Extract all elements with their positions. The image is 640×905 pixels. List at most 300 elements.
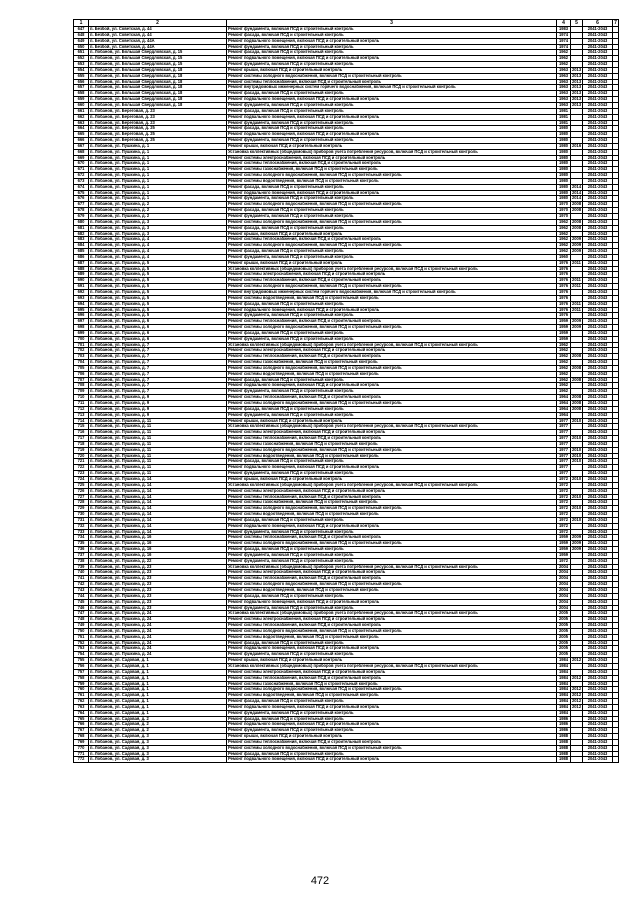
cell-per: 2041-2043 [583,56,613,62]
cell-addr: п. Лобанов, ул. Пушкина, д. 1 [89,143,227,149]
cell-n: 746 [74,605,89,611]
cell-per: 2041-2043 [583,745,613,751]
cell-work: Ремонт подвального помещения, включая ПСД и строительный контроль [227,190,557,196]
cell-work: Ремонт системы теплоснабжения, включая ПСД и строительный контроль [227,576,557,582]
cell-y: 1980 [557,143,571,149]
cell-per: 2041-2043 [583,155,613,161]
cell-work: Ремонт системы электроснабжения, включая ПСД и строительный контроль [227,272,557,278]
cell-per: 2041-2043 [583,453,613,459]
cell-addr: п. Лобанов, ул. Большая Свердловская, д. 18 [89,73,227,79]
cell-work: Ремонт подвального помещения, включая ПСД и строительный контроль [227,383,557,389]
cell-per: 2041-2043 [583,681,613,687]
cell-work: Ремонт крыши, включая ПСД и строительный контроль [227,260,557,266]
cell-per: 2041-2043 [583,588,613,594]
cell-work: Ремонт фундамента, включая ПСД и строительный контроль [227,214,557,220]
cell-y2: 2008 [572,207,582,213]
cell-y2: 2009 [572,546,582,552]
cell-y: 1977 [557,441,571,447]
cell-per: 2041-2043 [583,354,613,360]
cell-n: 672 [74,173,89,179]
cell-work: Ремонт системы электроснабжения, включая ПСД и строительный контроль [227,570,557,576]
cell-per: 2041-2043 [583,734,613,740]
cell-work: Ремонт системы электроснабжения, включая ПСД и строительный контроль [227,430,557,436]
cell-y: 1959 [557,552,571,558]
cell-addr: п. Лобанов, ул. Пушкина, д. 24 [89,652,227,658]
cell-addr: п. Лобанов, ул. Пушкина, д. 9 [89,395,227,401]
cell-n: 747 [74,611,89,617]
cell-n: 771 [74,751,89,757]
cell-work: Ремонт системы водоотведения, включая ПСД и строительный контроль [227,512,557,518]
cell-n: 653 [74,62,89,68]
cell-per: 2041-2043 [583,325,613,331]
cell-n: 668 [74,149,89,155]
cell-work: Ремонт фасада, включая ПСД и строительный контроль [227,640,557,646]
cell-y: 1980 [557,155,571,161]
cell-per: 2041-2043 [583,424,613,430]
cell-y: 1986 [557,728,571,734]
cell-per: 2041-2043 [583,377,613,383]
cell-n: 724 [74,476,89,482]
cell-y: 1959 [557,336,571,342]
cell-n: 766 [74,722,89,728]
cell-addr: п. Лобанов, ул. Садовая, д. 1 [89,658,227,664]
cell-y: 1960 [557,254,571,260]
cell-per: 2041-2043 [583,710,613,716]
cell-addr: п. Лобанов, ул. Пушкина, д. 4 [89,249,227,255]
cell-per: 2041-2043 [583,628,613,634]
cell-y: 2005 [557,611,571,617]
cell-y: 1963 [557,85,571,91]
cell-n: 702 [74,348,89,354]
cell-y: 2005 [557,623,571,629]
cell-y: 1962 [557,360,571,366]
cell-addr: п. Лобанов, ул. Пушкина, д. 24 [89,628,227,634]
cell-n: 686 [74,254,89,260]
cell-n: 757 [74,669,89,675]
cell-y: 1962 [557,342,571,348]
cell-work: Установка коллективных (общедомовых) приборов учета потребления ресурсов, включая ПСД и строительный контроль [227,149,557,155]
cell-work: Ремонт фундамента, включая ПСД и строительный контроль [227,196,557,202]
cell-work: Ремонт крыши, включая ПСД и строительный контроль [227,658,557,664]
cell-per: 2041-2043 [583,371,613,377]
cell-per: 2041-2043 [583,254,613,260]
cell-per: 2041-2043 [583,173,613,179]
cell-n: 670 [74,161,89,167]
cell-y: 1959 [557,535,571,541]
cell-work: Ремонт фундамента, включая ПСД и строительный контроль [227,652,557,658]
cell-y: 1962 [557,365,571,371]
cell-work: Ремонт системы газоснабжения, включая ПСД и строительный контроль [227,500,557,506]
cell-y: 1972 [557,523,571,529]
cell-work: Ремонт системы холодного водоснабжения, включая ПСД и строительный контроль [227,243,557,249]
cell-n: 733 [74,529,89,535]
cell-addr: п. Лобанов, ул. Пушкина, д. 22 [89,558,227,564]
cell-addr: п. Лобанов, ул. Садовая, д. 1 [89,663,227,669]
cell-n: 677 [74,202,89,208]
cell-per: 2041-2043 [583,62,613,68]
cell-y: 1988 [557,739,571,745]
cell-work: Ремонт крыши, включая ПСД и строительный контроль [227,143,557,149]
cell-addr: п. Лобанов, ул. Пушкина, д. 6 [89,325,227,331]
cell-n: 764 [74,710,89,716]
cell-per: 2041-2043 [583,313,613,319]
cell-n: 721 [74,459,89,465]
cell-work: Ремонт фасада, включая ПСД и строительный контроль [227,517,557,523]
cell-n: 769 [74,739,89,745]
cell-addr: п. Лобанов, ул. Садовая, д. 1 [89,681,227,687]
cell-n: 736 [74,547,89,553]
cell-per: 2041-2043 [583,541,613,547]
cell-y: 1988 [557,751,571,757]
cell-addr: п. Лобанов, ул. Пушкина, д. 11 [89,447,227,453]
cell-addr: п. Лобанов, ул. Садовая, д. 1 [89,704,227,710]
cell-per: 2041-2043 [583,196,613,202]
cell-per: 2041-2043 [583,401,613,407]
cell-per: 2041-2043 [583,465,613,471]
cell-n: 755 [74,658,89,664]
cell-per: 2041-2043 [583,91,613,97]
cell-per: 2041-2043 [583,336,613,342]
cell-addr: п. Лобанов, ул. Садовая, д. 3 [89,734,227,740]
cell-y: 1963 [557,97,571,103]
cell-addr: п. Лобанов, ул. Пушкина, д. 7 [89,377,227,383]
cell-addr: п. Лобанов, ул. Большая Свердловская, д. 15 [89,62,227,68]
cell-y2 [571,757,583,763]
cell-per: 2041-2043 [583,558,613,564]
cell-per: 2041-2043 [583,500,613,506]
cell-y: 1972 [557,506,571,512]
cell-y: 1977 [557,471,571,477]
cell-addr: п. Безбой, ул. Советская, д. 44А [89,38,227,44]
cell-n: 681 [74,225,89,231]
column-header: 7 [614,20,617,26]
cell-per: 2041-2043 [583,476,613,482]
cell-y: 1963 [557,79,571,85]
cell-n: 737 [74,552,89,558]
cell-per: 2041-2043 [583,225,613,231]
cell-work: Ремонт системы теплоснабжения, включая ПСД и строительный контроль [227,623,557,629]
cell-work: Ремонт фундамента, включая ПСД и строительный контроль [227,471,557,477]
cell-n: 750 [74,628,89,634]
cell-y: 1980 [557,132,571,138]
cell-per: 2041-2043 [583,365,613,371]
cell-y: 1976 [557,260,571,266]
cell-n: 745 [74,599,89,605]
cell-n: 742 [74,582,89,588]
cell-n: 711 [74,401,89,407]
cell-n: 654 [74,67,89,73]
cell-per: 2041-2043 [583,348,613,354]
cell-y: 1962 [557,249,571,255]
cell-n: 731 [74,517,89,523]
cell-y: 1962 [557,225,571,231]
cell-y: 1984 [557,669,571,675]
cell-y: 1972 [557,512,571,518]
cell-addr: п. Лобанов, ул. Пушкина, д. 7 [89,389,227,395]
cell-addr: п. Лобанов, ул. Пушкина, д. 16 [89,552,227,558]
cell-y2: 2013 [572,79,582,84]
cell-n: 710 [74,395,89,401]
cell-n: 722 [74,465,89,471]
cell-work: Установка коллективных (общедомовых) приборов учета потребления ресурсов, включая ПСД и строительный контроль [227,611,557,617]
cell-n: 703 [74,354,89,360]
cell-addr: п. Безбой, ул. Советская, д. 44А [89,44,227,50]
cell-y: 1984 [557,687,571,693]
cell-addr: п. Лобанов, ул. Садовая, д. 1 [89,675,227,681]
cell-addr: п. Лобанов, ул. Пушкина, д. 11 [89,453,227,459]
cell-per: 2041-2043 [583,44,613,50]
cell-y: 1980 [557,149,571,155]
cell-addr: п. Лобанов, ул. Пушкина, д. 24 [89,617,227,623]
cell-work: Ремонт подвального помещения, включая ПСД и строительный контроль [227,722,557,728]
cell-y: 2004 [557,593,571,599]
cell-y: 1963 [557,67,571,73]
cell-work: Ремонт подвального помещения, включая ПСД и строительный контроль [227,56,557,62]
cell-y: 1959 [557,330,571,336]
cell-addr: п. Лобанов, ул. Садовая, д. 1 [89,693,227,699]
cell-per: 2041-2043 [583,570,613,576]
cell-y: 1976 [557,313,571,319]
cell-work: Ремонт фундамента, включая ПСД и строительный контроль [227,336,557,342]
cell-addr: п. Лобанов, ул. Пушкина, д. 6 [89,336,227,342]
cell-addr: п. Лобанов, ул. Пушкина, д. 23 [89,576,227,582]
cell-y: 2005 [557,617,571,623]
cell-per: 2041-2043 [583,512,613,518]
cell-work: Ремонт системы холодного водоснабжения, включая ПСД и строительный контроль [227,541,557,547]
cell-per: 2041-2043 [583,120,613,126]
cell-n: 743 [74,588,89,594]
column-header: 5 [571,20,583,27]
cell-n: 694 [74,301,89,307]
cell-work: Ремонт фасада, включая ПСД и строительный контроль [227,547,557,553]
cell-n: 727 [74,494,89,500]
cell-y2: 2008 [572,219,582,224]
cell-per: 2041-2043 [583,295,613,301]
cell-y: 2004 [557,599,571,605]
cell-y: 1970 [557,208,571,214]
cell-per: 2041-2043 [583,102,613,108]
cell-addr: п. Лобанов, ул. Береговая, д. 23 [89,108,227,114]
cell-per: 2041-2043 [583,663,613,669]
cell-work: Ремонт системы теплоснабжения, включая ПСД и строительный контроль [227,79,557,85]
cell-y: 1963 [557,102,571,108]
cell-n: 648 [74,32,89,38]
cell-n: 661 [74,108,89,114]
cell-y: 1976 [557,278,571,284]
cell-work: Ремонт фундамента, включая ПСД и строительный контроль [227,710,557,716]
cell-n: 758 [74,675,89,681]
cell-y: 1962 [557,371,571,377]
column-header: 4 [557,20,571,27]
cell-work: Установка коллективных (общедомовых) приборов учета потребления ресурсов, включая ПСД и строительный контроль [227,342,557,348]
cell-n: 651 [74,50,89,56]
cell-work: Ремонт системы холодного водоснабжения, включая ПСД и строительный контроль [227,365,557,371]
cell-work: Ремонт крыши, включая ПСД и строительный контроль [227,476,557,482]
cell-y2: 2010 [572,435,582,441]
cell-addr: п. Лобанов, ул. Садовая, д. 3 [89,757,227,763]
cell-y2: 2008 [572,225,582,230]
cell-n: 700 [74,336,89,342]
cell-addr: п. Лобанов, ул. Пушкина, д. 23 [89,588,227,594]
cell-per: 2041-2043 [583,441,613,447]
cell-addr: п. Лобанов, ул. Пушкина, д. 11 [89,424,227,430]
cell-per: 2041-2043 [583,669,613,675]
cell-y: 1977 [557,459,571,465]
cell-y: 1988 [557,745,571,751]
page-number: 472 [310,875,330,887]
cell-per: 2041-2043 [583,260,613,266]
cell-per: 2041-2043 [583,38,613,44]
cell-n: 691 [74,284,89,290]
cell-work: Ремонт системы холодного водоснабжения, включая ПСД и строительный контроль [227,325,557,331]
cell-y: 1976 [557,295,571,301]
cell-addr: п. Лобанов, ул. Пушкина, д. 24 [89,646,227,652]
cell-y: 1984 [557,699,571,705]
cell-y: 1962 [557,348,571,354]
cell-y2: 2009 [572,534,582,540]
cell-y2: 2010 [572,453,582,458]
cell-addr: п. Лобанов, ул. Пушкина, д. 5 [89,301,227,307]
cell-work: Ремонт системы электроснабжения, включая ПСД и строительный контроль [227,155,557,161]
cell-addr: п. Лобанов, ул. Пушкина, д. 14 [89,476,227,482]
cell-per: 2041-2043 [583,704,613,710]
cell-work: Ремонт подвального помещения, включая ПСД и строительный контроль [227,757,557,763]
schedule-table [73,19,619,763]
cell-per: 2041-2043 [583,547,613,553]
cell-addr: п. Лобанов, ул. Пушкина, д. 14 [89,529,227,535]
cell-per: 2041-2043 [583,143,613,149]
cell-n: 749 [74,623,89,629]
cell-addr: п. Лобанов, ул. Пушкина, д. 24 [89,640,227,646]
cell-addr: п. Лобанов, ул. Пушкина, д. 2 [89,208,227,214]
cell-y: 1977 [557,430,571,436]
cell-y: 1980 [557,178,571,184]
cell-work: Ремонт системы водоотведения, включая ПСД и строительный контроль [227,178,557,184]
cell-addr: п. Лобанов, ул. Садовая, д. 1 [89,687,227,693]
cell-per: 2041-2043 [583,640,613,646]
cell-y: 2004 [557,588,571,594]
cell-addr: п. Лобанов, ул. Береговая, д. 23 [89,120,227,126]
cell-y2: 2008 [572,377,582,382]
cell-y: 1984 [557,675,571,681]
cell-y2: 2008 [572,353,582,359]
cell-y2: 2011 [572,277,581,283]
cell-n: 687 [74,260,89,266]
cell-n: 663 [74,120,89,126]
cell-y: 2005 [557,652,571,658]
cell-per: 2041-2043 [583,114,613,120]
cell-y: 1981 [557,108,571,114]
cell-n: 693 [74,295,89,301]
cell-y: 1980 [557,126,571,132]
cell-addr: п. Лобанов, ул. Пушкина, д. 14 [89,517,227,523]
cell-per: 2041-2043 [583,675,613,681]
cell-addr: п. Лобанов, ул. Садовая, д. 1 [89,699,227,705]
column-header: 1 [74,20,89,27]
cell-addr: п. Лобанов, ул. Пушкина, д. 5 [89,278,227,284]
cell-per: 2041-2043 [583,430,613,436]
cell-y2: 2014 [572,184,582,189]
cell-y2: 2012 [572,704,582,709]
cell-per: 2041-2043 [583,27,613,33]
cell-per: 2041-2043 [583,231,613,237]
cell-addr: п. Лобанов, ул. Пушкина, д. 14 [89,488,227,494]
cell-per: 2041-2043 [583,418,613,424]
cell-addr: п. Лобанов, ул. Садовая, д. 2 [89,722,227,728]
cell-n: 765 [74,716,89,722]
cell-work: Ремонт фундамента, включая ПСД и строительный контроль [227,558,557,564]
cell-addr: п. Лобанов, ул. Пушкина, д. 23 [89,605,227,611]
cell-n: 734 [74,535,89,541]
cell-y2: 2013 [572,102,582,107]
cell-addr: п. Лобанов, ул. Пушкина, д. 1 [89,167,227,173]
cell-y: 1972 [557,558,571,564]
cell-y2: 2011 [572,301,581,306]
cell-work: Ремонт подвального помещения, включая ПСД и строительный контроль [227,523,557,529]
cell-per: 2041-2043 [583,658,613,664]
cell-y2: 2008 [572,365,582,370]
cell-n: 762 [74,699,89,705]
cell-per: 2041-2043 [583,412,613,418]
cell-y: 1974 [557,44,571,50]
cell-y2: 2012 [572,675,582,680]
cell-addr: п. Лобанов, ул. Пушкина, д. 7 [89,371,227,377]
cell-addr: п. Лобанов, ул. Большая Свердловская, д. 18 [89,79,227,85]
cell-n: 730 [74,512,89,518]
cell-n: 728 [74,500,89,506]
cell-addr: п. Лобанов, ул. Пушкина, д. 7 [89,348,227,354]
cell-work: Ремонт фундамента, включая ПСД и строительный контроль [227,102,557,108]
cell-addr: п. Лобанов, ул. Пушкина, д. 6 [89,330,227,336]
cell-n: 652 [74,56,89,62]
cell-work: Ремонт системы теплоснабжения, включая ПСД и строительный контроль [227,675,557,681]
cell-per: 2041-2043 [583,237,613,243]
cell-n: 690 [74,278,89,284]
cell-y: 1962 [557,377,571,383]
cell-y2: 2014 [572,190,582,195]
cell-addr: п. Лобанов, ул. Садовая, д. 3 [89,739,227,745]
cell-work: Ремонт фундамента, включая ПСД и строительный контроль [227,138,557,144]
cell-per: 2041-2043 [583,395,613,401]
cell-per: 2041-2043 [583,523,613,529]
cell-n: 705 [74,365,89,371]
cell-n: 701 [74,342,89,348]
cell-work: Ремонт системы теплоснабжения, включая ПСД и строительный контроль [227,237,557,243]
cell-y: 1977 [557,465,571,471]
cell-addr: п. Лобанов, ул. Пушкина, д. 1 [89,161,227,167]
cell-n: 696 [74,313,89,319]
cell-per: 2041-2043 [583,576,613,582]
cell-per: 2041-2043 [583,634,613,640]
cell-work: Ремонт системы холодного водоснабжения, включая ПСД и строительный контроль [227,173,557,179]
cell-n: 665 [74,132,89,138]
cell-addr: п. Лобанов, ул. Садовая, д. 1 [89,669,227,675]
cell-y: 1972 [557,494,571,500]
cell-work: Ремонт системы теплоснабжения, включая ПСД и строительный контроль [227,395,557,401]
cell-per: 2041-2043 [583,266,613,272]
cell-y: 2004 [557,576,571,582]
cell-work: Ремонт системы теплоснабжения, включая ПСД и строительный контроль [227,535,557,541]
cell-y: 1974 [557,38,571,44]
cell-y: 1964 [557,401,571,407]
cell-addr: п. Лобанов, ул. Пушкина, д. 16 [89,535,227,541]
cell-work: Ремонт крыши, включая ПСД и строительный контроль [227,734,557,740]
cell-per: 2041-2043 [583,360,613,366]
cell-work: Ремонт фасада, включая ПСД и строительный контроль [227,330,557,336]
cell-n: 748 [74,617,89,623]
cell-per: 2041-2043 [583,582,613,588]
cell-n: 697 [74,319,89,325]
